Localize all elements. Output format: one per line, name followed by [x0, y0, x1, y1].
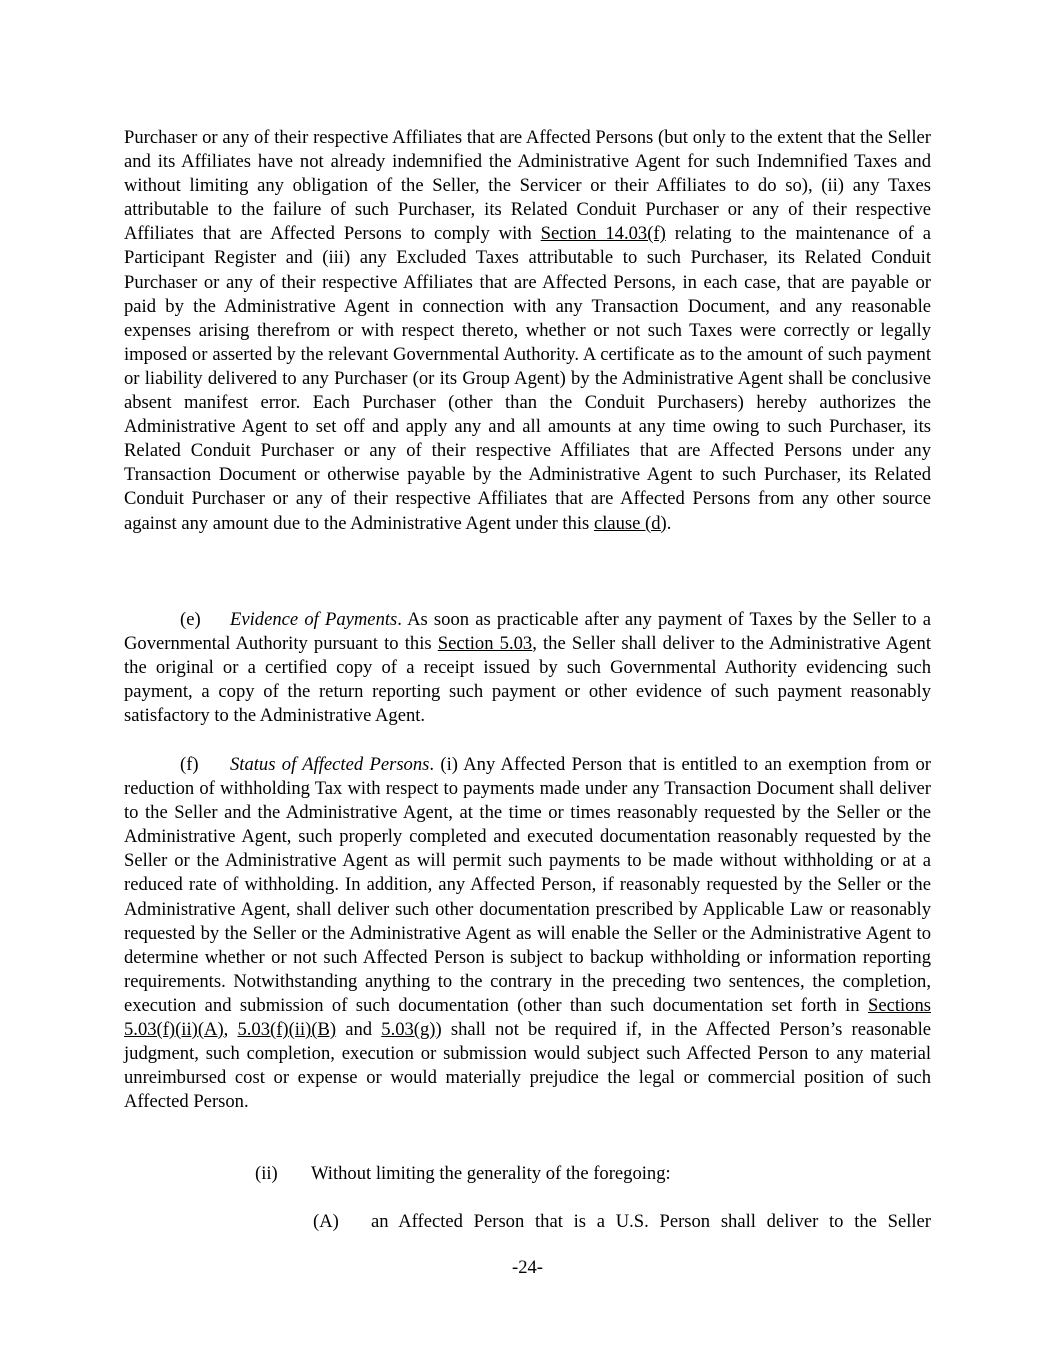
- paragraph-heading: Status of Affected Persons: [230, 754, 430, 775]
- paragraph-text: , the Seller shall deliver to the Administrative Agent the original or a certified copy of a receipt issued by such Governmental Authority evidencing such payment, a copy of the return reporting such payment or other evidence of such payment reasonably satisfactory to the Administrative Agent.: [124, 633, 931, 727]
- section-reference-link: Sections 5.03(f)(ii)(A): [124, 994, 931, 1041]
- paragraph-f: [124, 753, 931, 1114]
- section-reference-link: Section 5.03: [437, 633, 533, 655]
- paragraph-text: . (i) Any Affected Person that is entitled to an exemption from or reduction of withholding Tax with respect to payments made under any Transaction Document shall deliver to the Seller and the Administrative Agent, at the time or times reasonably requested by the Seller or the Administrative Agent, such properly completed and executed documentation reasonably requested by the Seller or the Administrative Agent as will permit such payments to be made without withholding or at a reduced rate of withholding. In addition, any Affected Person, if reasonably requested by the Seller or the Administrative Agent, shall deliver such other documentation prescribed by Applicable Law or reasonably requested by the Seller or the Administrative Agent as will enable the Seller or the Administrative Agent to determine whether or not such Affected Person is subject to backup withholding or information reporting requirements. Notwithstanding anything to the contrary in the preceding two sentences, the completion, execution and submission of such documentation (other than such documentation set forth in: [124, 754, 931, 1016]
- paragraph-f-ii-a: [313, 1210, 931, 1234]
- paragraph-d-continuation: [124, 126, 931, 536]
- paragraph-text: .: [666, 512, 672, 534]
- reference-separator: ,: [223, 1019, 238, 1041]
- paragraph-enumerator: (f): [180, 754, 199, 775]
- paragraph-f-ii: [255, 1162, 671, 1186]
- paragraph-enumerator: (A): [313, 1211, 339, 1232]
- paragraph-heading: Evidence of Payments: [230, 609, 398, 630]
- reference-separator: and: [336, 1019, 382, 1041]
- paragraph-enumerator: (ii): [255, 1163, 278, 1184]
- paragraph-text: relating to the maintenance of a Participant Register and (iii) any Excluded Taxes attributable to such Purchaser, its Related Conduit Purchaser or any of their respective Affiliates that are Affected Persons, in each case, that are payable or paid by the Administrative Agent in connection with any Transaction Document, and any reasonable expenses arising therefrom or with respect thereto, whether or not such Taxes were correctly or legally imposed or asserted by the relevant Governmental Authority. A certificate as to the amount of such payment or liability delivered to any Purchaser (or its Group Agent) by the Administrative Agent shall be conclusive absent manifest error. Each Purchaser (other than the Conduit Purchasers) hereby authorizes the Administrative Agent to set off and apply any and all amounts at any time owing to such Purchaser, its Related Conduit Purchaser or any of their respective Affiliates that are Affected Persons under any Transaction Document or otherwise payable by the Administrative Agent to such Purchaser, its Related Conduit Purchaser or any of their respective Affiliates that are Affected Persons from any other source against any amount due to the Administrative Agent under this: [124, 223, 931, 534]
- paragraph-text: Without limiting the generality of the foregoing:: [311, 1163, 671, 1184]
- paragraph-text: ) shall not be required if, in the Affected Person’s reasonable judgment, such completion, execution or submission would subject such Affected Person to any material unreimbursed cost or expense or would materially prejudice the legal or commercial position of such Affected Person.: [124, 1019, 932, 1113]
- section-reference-link: 5.03(g): [381, 1019, 436, 1041]
- clause-reference-link: clause (d): [593, 512, 667, 534]
- section-reference-link: 5.03(f)(ii)(B): [237, 1019, 337, 1041]
- paragraph-text: Purchaser or any of their respective Affiliates that are Affected Persons (but only to the extent that the Seller and its Affiliates have not already indemnified the Administrative Agent for such Indemnified Taxes and without limiting any obligation of the Seller, the Servicer or their Affiliates to do so), (ii) any Taxes attributable to the failure of such Purchaser, its Related Conduit Purchaser or any of their respective Affiliates that are Affected Persons to comply with: [124, 127, 931, 245]
- paragraph-e: [124, 608, 931, 728]
- page-number: -24-: [512, 1257, 543, 1278]
- paragraph-text: an Affected Person that is a U.S. Person shall deliver to the Seller: [371, 1211, 931, 1232]
- paragraph-text: . As soon as practicable after any payment of Taxes by the Seller to a Governmental Authority pursuant to this: [124, 609, 931, 655]
- section-reference-link: Section 14.03(f): [540, 223, 666, 245]
- paragraph-enumerator: (e): [180, 609, 201, 630]
